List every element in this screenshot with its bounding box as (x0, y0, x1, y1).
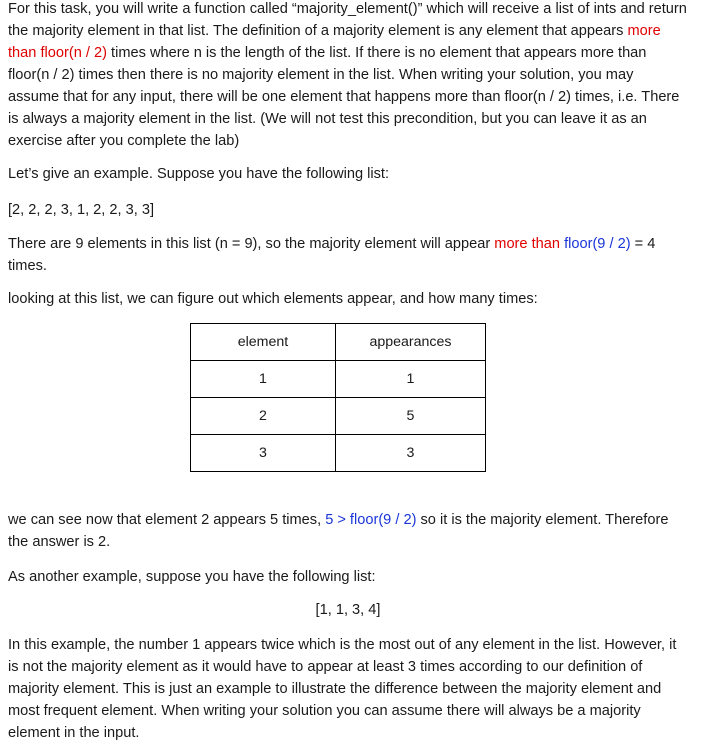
intro-red-highlight: more than floor(n / 2) (8, 23, 661, 61)
table-cell: 3 (336, 435, 486, 472)
example2-lead: As another example, suppose you have the following list: (8, 569, 376, 585)
count-paragraph (8, 233, 688, 277)
conclusion-paragraph (8, 509, 688, 553)
table-cell: 5 (336, 398, 486, 435)
conclusion-end: so it is the majority element. Therefore the answer is 2. (8, 512, 669, 550)
intro-paragraph (8, 0, 688, 152)
table-row (191, 435, 486, 472)
example1-lead: Let’s give an example. Suppose you have the following list: (8, 166, 390, 182)
intro-text-1: For this task, you will write a function called “majority_element()” which will receive a list of ints and return the majority element in that list. The definition of a majority element is any element that appears (8, 1, 687, 39)
table-cell: 1 (191, 361, 336, 398)
count-red: more than (494, 236, 560, 252)
example2-explanation: In this example, the number 1 appears twice which is the most out of any element in the list. However, it is not the majority element as it would have to appear at least 3 times according to our definition of majority element. This is just an example to illustrate the difference between the majority element and most frequent element. When writing your solution you can assume there will always be a majority element in the input. (8, 637, 677, 741)
count-text: There are 9 elements in this list (n = 9), so the majority element will appear (8, 236, 495, 252)
header-appearances: appearances (336, 324, 486, 361)
example2-list: [1, 1, 3, 4] (315, 602, 381, 618)
example1-list: [2, 2, 2, 3, 1, 2, 2, 3, 3] (8, 202, 155, 218)
appearances-table (190, 323, 486, 472)
looking-paragraph: looking at this list, we can figure out which elements appear, and how many times: (8, 291, 538, 307)
table-row (191, 398, 486, 435)
table-cell: 2 (191, 398, 336, 435)
conclusion-blue: 5 > floor(9 / 2) (325, 512, 417, 528)
table-row (191, 361, 486, 398)
intro-text-2: times where n is the length of the list. If there is no element that appears more than floor(n / 2) times then there is no majority element in the list. When writing your solution, you may assume that for any input, there will be one element that happens more than floor(n / 2) times, i.e. There is always a majority element in the list. (We will not test this precondition, but you can leave it as an exercise after you complete the lab) (8, 45, 680, 149)
header-element: element (191, 324, 336, 361)
table-cell: 3 (191, 435, 336, 472)
table-header-row (191, 324, 486, 361)
conclusion-text: we can see now that element 2 appears 5 times, (8, 512, 326, 528)
count-end: = 4 times. (8, 236, 656, 274)
count-blue: floor(9 / 2) (564, 236, 631, 252)
table-cell: 1 (336, 361, 486, 398)
